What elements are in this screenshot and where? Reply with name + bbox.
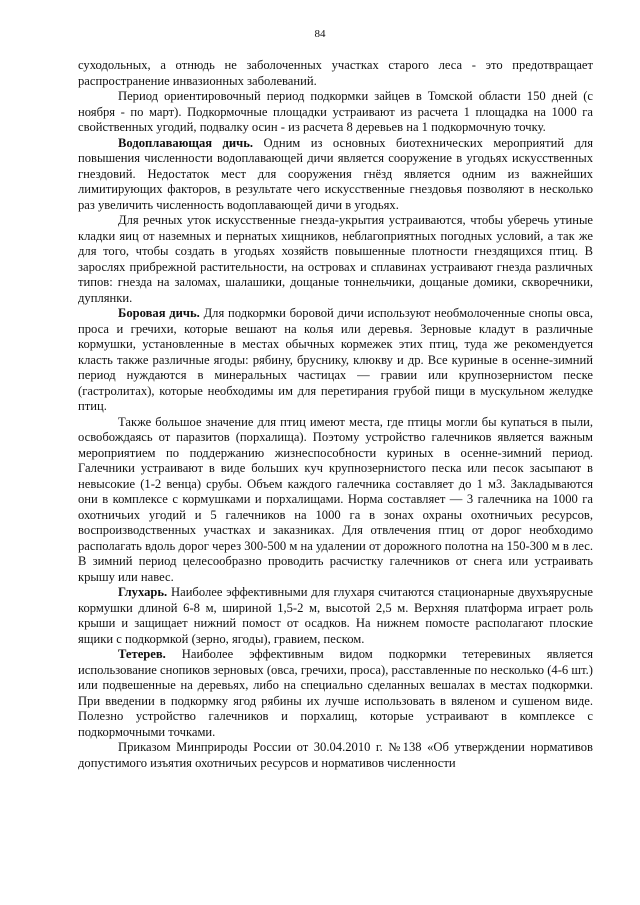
paragraph-text: Наиболее эффективным видом подкормки тетеревиных является использование снопиков зерновых (овса, гречихи, проса), расставленные по несколько (4-6 шт.) или подвешенные на деревьях, либо на специально сделанных вешалах в местах подкормки. При введении в подкормку ягод рябины их лучше использовать в вяленом и сушеном виде. Полезно устройство галечников и порхалищ, которые устраивают в комплексе с подкормочными точками.	[78, 647, 593, 739]
paragraph	[78, 213, 593, 306]
paragraph	[78, 647, 593, 740]
paragraph-text: Приказом Минприроды России от 30.04.2010 г. №138 «Об утверждении нормативов допустимого изъятия охотничьих ресурсов и нормативов численности	[78, 740, 593, 770]
paragraph	[78, 306, 593, 415]
section-term: Боровая дичь.	[118, 306, 200, 320]
paragraph-text: Наиболее эффективными для глухаря считаются стационарные двухъярусные кормушки длиной 6-8 м, шириной 1,5-2 м, высотой 2,5 м. Верхняя платформа играет роль крыши и защищает нижний помост от осадков. На нижнем помосте располагают плоские ящики с подкормкой (зерно, ягоды), гравием, песком.	[78, 585, 593, 646]
body-text	[78, 58, 593, 771]
paragraph	[78, 89, 593, 136]
section-term: Глухарь.	[118, 585, 168, 599]
section-term: Тетерев.	[118, 647, 166, 661]
paragraph	[78, 585, 593, 647]
paragraph-text: суходольных, а отнюдь не заболоченных участках старого леса - это предотвращает распространение инвазионных заболеваний.	[78, 58, 593, 88]
paragraph	[78, 136, 593, 214]
paragraph-text: Для речных уток искусственные гнезда-укрытия устраиваются, чтобы уберечь утиные кладки яиц от наземных и пернатых хищников, неблагоприятных погодных условий, а так же для того, чтобы создать в угодьях хозяйств повышенные плотности гнездящихся птиц. В зарослях прибрежной растительности, на островах и сплавинах устраивают гнезда различных типов: гнезда на заломах, шалашики, дощаные тоннельчики, дощаные домики, скворечники, дуплянки.	[78, 213, 593, 305]
paragraph	[78, 740, 593, 771]
paragraph	[78, 58, 593, 89]
paragraph-text: Период ориентировочный период подкормки зайцев в Томской области 150 дней (с ноября - по март). Подкормочные площадки устраивают из расчета 1 площадка на 1000 га свойственных угодий, подвалку осин - из расчета 8 деревьев на 1 подкормочную точку.	[78, 89, 593, 134]
page-number: 84	[314, 28, 326, 40]
paragraph	[78, 415, 593, 586]
paragraph-text: Для подкормки боровой дичи используют необмолоченные снопы овса, проса и гречихи, которые вешают на колья или деревья. Зерновые кладут в различные кормушки, установленные в местах обычных кормежек этих птиц, туда же рекомендуется класть также различные ягоды: рябину, бруснику, клюкву и др. Все куриные в осенне-зимний период нуждаются в минеральных частицах — гравии или крупнозернистом песке (гастролитах), которые необходимы им для перетирания грубой пищи в мускульном желудке птиц.	[78, 306, 593, 413]
section-term: Водоплавающая дичь.	[118, 135, 254, 150]
paragraph-text: Также большое значение для птиц имеют места, где птицы могли бы купаться в пыли, освобождаясь от паразитов (порхалища). Поэтому устройство галечников является важным мероприятием по поддержанию жизнеспособности куриных в осенне-зимний период. Галечники устраивают в виде больших куч крупнозернистого песка или песок засыпают в невысокие (1-2 венца) срубы. Объем каждого галечника составляет до 1 м3. Закладываются они в комплексе с кормушками и порхалищами. Норма составляет — 3 галечника на 1000 га охотничьих угодий и 5 галечников на 1000 га в зонах охраны охотничьих ресурсов, воспроизводственных участках и заказниках. Для отвлечения птиц от дорог необходимо располагать вдоль дорог через 300-500 м на удалении от дорожного полотна на 150-300 м в лес. В зимний период целесообразно проводить расчистку галечников от снега или устраивать крышу или навес.	[78, 414, 593, 584]
paragraph-text: Одним из основных биотехнических мероприятий для повышения численности водоплавающей дичи является сооружение в угодьях искусственных гнездовий. Недостаток мест для сооружения гнёзд является одним из важнейших лимитирующих факторов, в результате чего искусственные гнездовья позволяют в несколько раз увеличить численность водоплавающей дичи в угодьях.	[78, 135, 593, 212]
